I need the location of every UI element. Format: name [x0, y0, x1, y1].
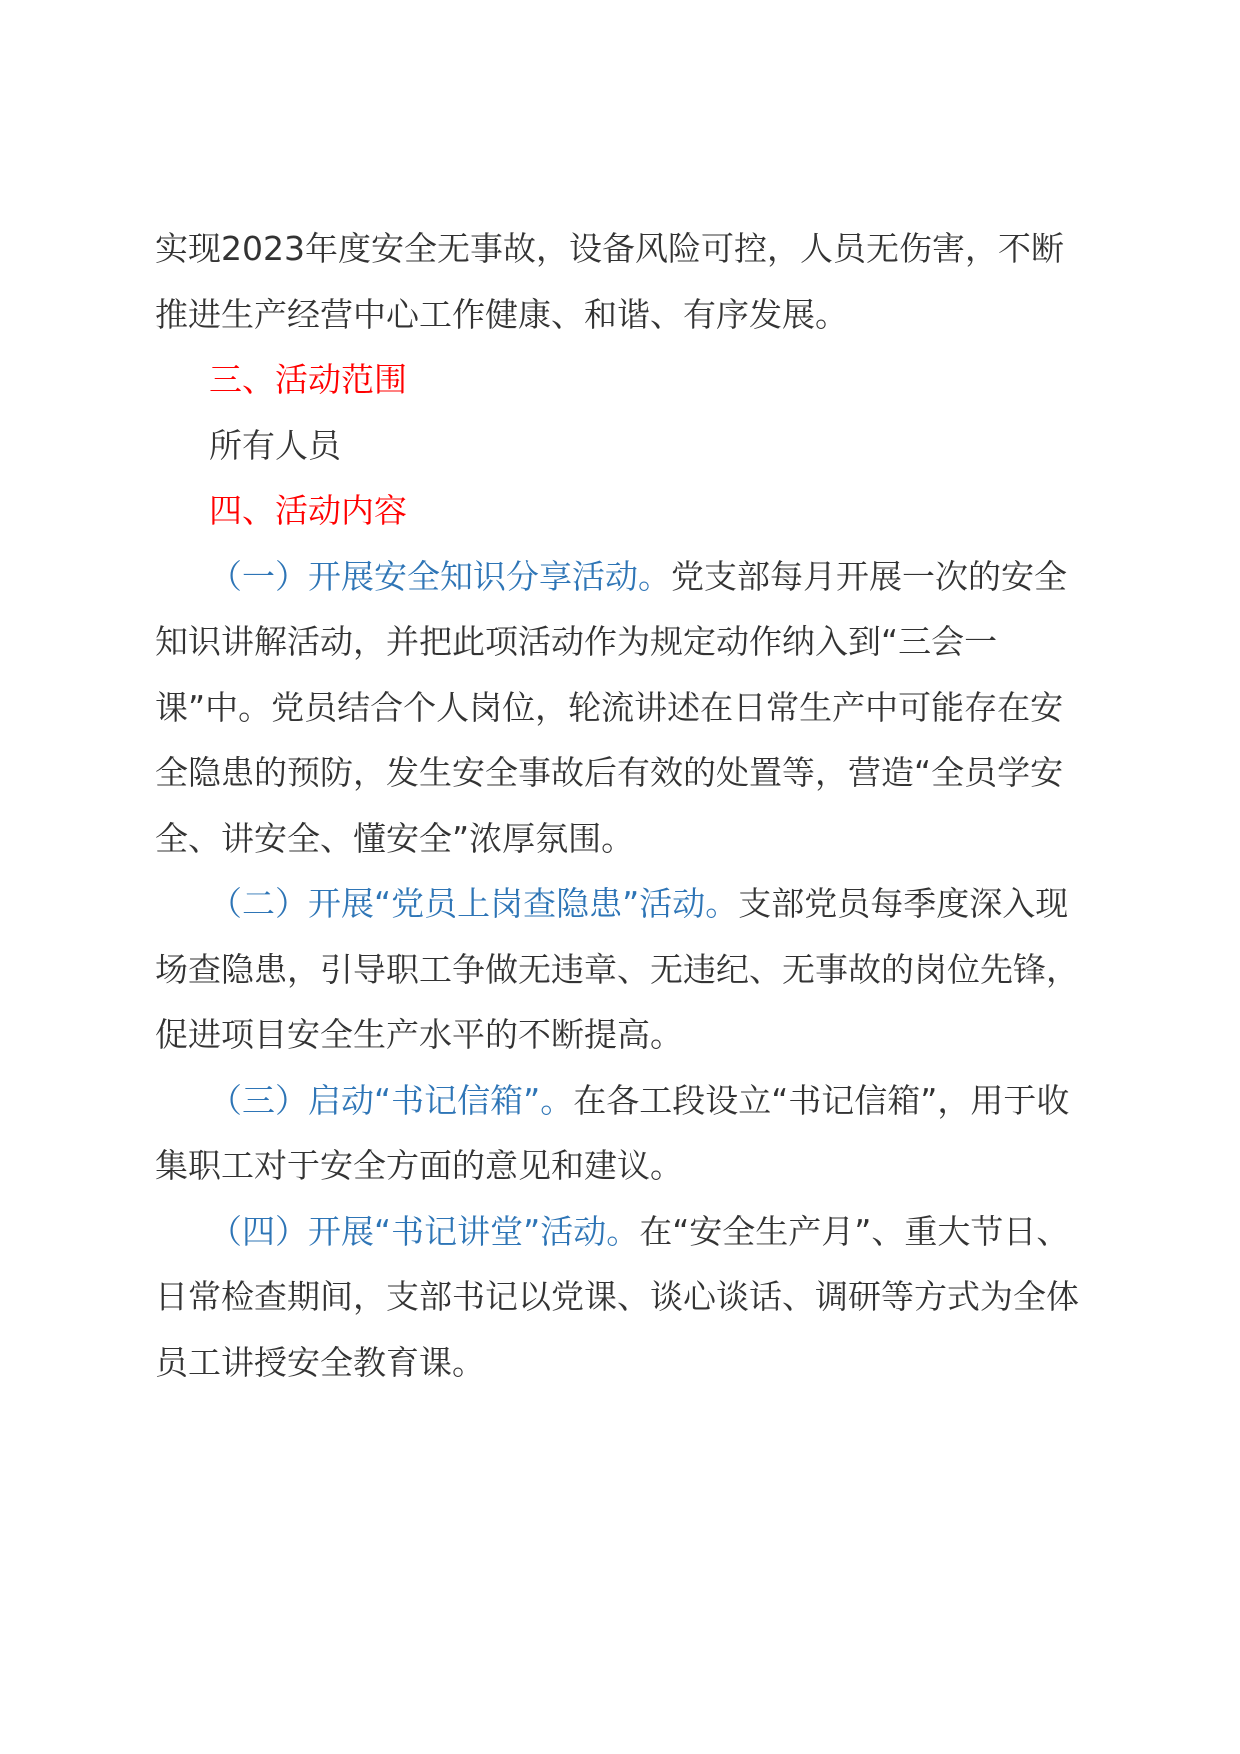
content-item-3-body: 在各工段设立“书记信箱”，用于收集职工对于安全方面的意见和建议。	[155, 1080, 1070, 1185]
content-item-2	[155, 871, 1095, 1068]
document-page	[155, 216, 1095, 1395]
content-item-1	[155, 544, 1095, 872]
scope-paragraph: 所有人员	[209, 425, 341, 465]
content-item-2-title: （二）开展“党员上岗查隐患”活动。	[209, 884, 739, 923]
content-item-4-title: （四）开展“书记讲堂”活动。	[209, 1211, 640, 1251]
content-item-4	[155, 1199, 1095, 1396]
content-item-1-body: 党支部每月开展一次的安全知识讲解活动，并把此项活动作为规定动作纳入到“三会一课”中。党员结合个人岗位，轮流讲述在日常生产中可能存在安全隐患的预防，发生安全事故后有效的处置等，营造“全员学安全、讲安全、懂安全”浓厚氛围。	[155, 556, 1067, 858]
content-item-3-title: （三）启动“书记信箱”。	[209, 1080, 574, 1120]
content-item-1-title: （一）开展安全知识分享活动。	[209, 556, 671, 596]
section-heading-content: 四、活动内容	[209, 491, 407, 530]
intro-paragraph: 实现2023年度安全无事故，设备风险可控，人员无伤害，不断推进生产经营中心工作健康、和谐、有序发展。	[155, 229, 1064, 334]
content-item-3	[155, 1068, 1095, 1199]
section-heading-scope: 三、活动范围	[209, 360, 407, 399]
content-item-2-body: 支部党员每季度深入现场查隐患，引导职工争做无违章、无违纪、无事故的岗位先锋，促进项目安全生产水平的不断提高。	[155, 884, 1079, 1054]
content-item-4-body: 在“安全生产月”、重大节日、日常检查期间，支部书记以党课、谈心谈话、调研等方式为全体员工讲授安全教育课。	[155, 1211, 1079, 1382]
